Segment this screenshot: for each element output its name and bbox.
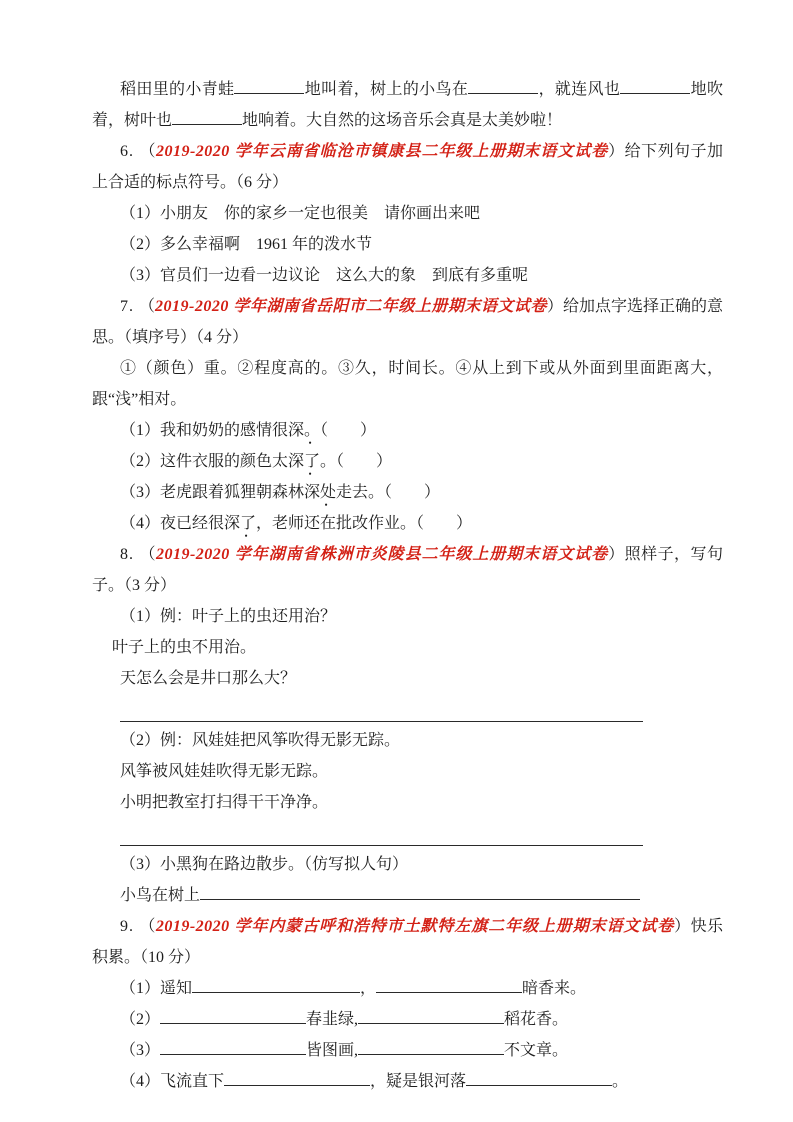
fill-blank — [376, 979, 522, 993]
answer-blank-line — [92, 818, 723, 849]
q6-number: 6. — [120, 143, 140, 160]
q9-item-4-mid: ，疑是银河落 — [370, 1073, 467, 1090]
q9-item-2 — [92, 1004, 723, 1035]
q7-item-4-dotted-char: 深 — [224, 515, 241, 532]
q9-item-2-mid: 春韭绿, — [306, 1011, 359, 1028]
q9-item-3-post: 不文章。 — [504, 1042, 569, 1059]
q7-open-paren: （ — [139, 298, 156, 315]
q7-item-1 — [92, 415, 723, 446]
q7-item-3-text: 老虎跟着狐狸朝森林 — [160, 484, 305, 501]
question-6-header — [92, 136, 723, 198]
question-8-header — [92, 539, 723, 601]
q7-item-4-number: （4） — [120, 515, 161, 532]
q7-item-3-tail: 处走去。（ ） — [320, 484, 441, 501]
q8-part1-example: （1）例：叶子上的虫还用治？ — [120, 608, 337, 625]
fill-blank — [358, 1010, 504, 1024]
q7-item-1-text: 我和奶奶的感情很 — [160, 422, 289, 439]
q9-item-4-post: 。 — [612, 1073, 629, 1090]
q7-number: 7. — [120, 298, 140, 315]
q6-close-paren: ） — [608, 143, 625, 160]
fill-blank — [160, 1041, 306, 1055]
q6-source-citation: 2019-2020 学年云南省临沧市镇康县二年级上册期末语文试卷 — [155, 143, 609, 160]
q9-item-4-pre: 飞流直下 — [160, 1073, 225, 1090]
q8-part2-example: （2）例：风娃娃把风筝吹得无影无踪。 — [120, 732, 401, 749]
intro-text-2: 地叫着，树上的小鸟在 — [304, 81, 469, 98]
q7-item-1-dotted-char: 深 — [288, 422, 305, 439]
q8-part3-answer-line — [92, 880, 723, 911]
q9-item-1-post: 暗香来。 — [522, 980, 587, 997]
intro-paragraph — [92, 74, 723, 136]
q7-item-2-tail: 了。（ ） — [304, 453, 393, 470]
intro-text-4: 地吹着，树叶也 — [92, 81, 723, 129]
q9-item-4 — [92, 1066, 723, 1097]
q9-item-1-number: （1） — [120, 980, 161, 997]
fill-blank — [358, 1041, 504, 1055]
question-9-header — [92, 911, 723, 973]
q9-item-3-number: （3） — [120, 1042, 161, 1059]
question-7-header — [92, 291, 723, 353]
q9-item-3 — [92, 1035, 723, 1066]
q7-item-2 — [92, 446, 723, 477]
q7-item-4-tail: 了，老师还在批改作业。（ ） — [240, 515, 473, 532]
fill-blank — [234, 80, 304, 94]
q9-open-paren: （ — [139, 918, 156, 935]
q7-prompt: 给加点字选择正确的意思。（填序号）（4 分） — [92, 298, 723, 346]
q8-open-paren: （ — [139, 546, 156, 563]
q9-number: 9. — [120, 918, 140, 935]
q9-item-2-number: （2） — [120, 1011, 161, 1028]
q6-open-paren: （ — [139, 143, 156, 160]
fill-blank — [160, 1010, 306, 1024]
q7-close-paren: ） — [546, 298, 563, 315]
q9-item-2-post: 稻花香。 — [504, 1011, 569, 1028]
q8-part2-exercise: 小明把教室打扫得干干净净。 — [120, 794, 329, 811]
intro-text-5: 地响着。大自然的这场音乐会真是太美妙啦！ — [242, 112, 563, 129]
q7-item-4-text: 夜已经很 — [160, 515, 225, 532]
q7-item-2-number: （2） — [120, 453, 161, 470]
q8-prompt: 照样子，写句子。（3 分） — [92, 546, 723, 594]
q9-item-4-number: （4） — [120, 1073, 161, 1090]
q7-item-3-dotted-char: 深 — [304, 484, 321, 501]
q8-part1-example-answer: 叶子上的虫不用治。 — [112, 639, 257, 656]
q6-item-1: （1）小朋友 你的家乡一定也很美 请你画出来吧 — [120, 205, 481, 222]
q8-part2-example-answer: 风筝被风娃娃吹得无影无踪。 — [120, 763, 329, 780]
q9-item-3-mid: 皆图画, — [306, 1042, 359, 1059]
fill-blank — [224, 1072, 370, 1086]
q7-item-3-number: （3） — [120, 484, 161, 501]
q7-item-2-text: 这件衣服的颜色太 — [160, 453, 289, 470]
q6-item-3: （3）官员们一边看一边议论 这么大的象 到底有多重呢 — [120, 267, 529, 284]
q9-item-1 — [92, 973, 723, 1004]
q7-item-3 — [92, 477, 723, 508]
q7-item-1-number: （1） — [120, 422, 161, 439]
q9-prompt: 快乐积累。（10 分） — [92, 918, 723, 966]
q7-item-1-tail: 。（ ） — [304, 422, 377, 439]
fill-blank — [468, 80, 538, 94]
q7-source-citation: 2019-2020 学年湖南省岳阳市二年级上册期末语文试卷 — [155, 298, 547, 315]
q6-prompt: 给下列句子加上合适的标点符号。（6 分） — [92, 143, 723, 191]
q6-item-2: （2）多么幸福啊 1961 年的泼水节 — [120, 236, 373, 253]
intro-text-1: 稻田里的小青蛙 — [120, 81, 235, 98]
answer-blank-line — [92, 694, 723, 725]
q7-meaning-options: ①（颜色）重。②程度高的。③久，时间长。④从上到下或从外面到里面距离大，跟“浅”相对。 — [92, 360, 723, 408]
q9-item-1-mid: ， — [360, 980, 377, 997]
q8-part3-example: （3）小黑狗在路边散步。（仿写拟人句） — [120, 856, 409, 873]
q7-item-4 — [92, 508, 723, 539]
q8-close-paren: ） — [608, 546, 625, 563]
intro-text-3: ，就连风也 — [538, 81, 621, 98]
q8-part1-exercise: 天怎么会是井口那么大？ — [120, 670, 297, 687]
q8-part3-answer-prefix: 小鸟在树上 — [120, 887, 201, 904]
fill-blank — [192, 979, 360, 993]
q7-item-2-dotted-char: 深 — [288, 453, 305, 470]
q9-source-citation: 2019-2020 学年内蒙古呼和浩特市土默特左旗二年级上册期末语文试卷 — [155, 918, 675, 935]
fill-blank — [172, 111, 242, 125]
fill-blank — [200, 886, 640, 900]
q8-number: 8. — [120, 546, 140, 563]
q9-close-paren: ） — [674, 918, 691, 935]
q9-item-1-pre: 遥知 — [160, 980, 193, 997]
fill-blank — [620, 80, 690, 94]
fill-blank — [466, 1072, 612, 1086]
q8-source-citation: 2019-2020 学年湖南省株洲市炎陵县二年级上册期末语文试卷 — [155, 546, 609, 563]
